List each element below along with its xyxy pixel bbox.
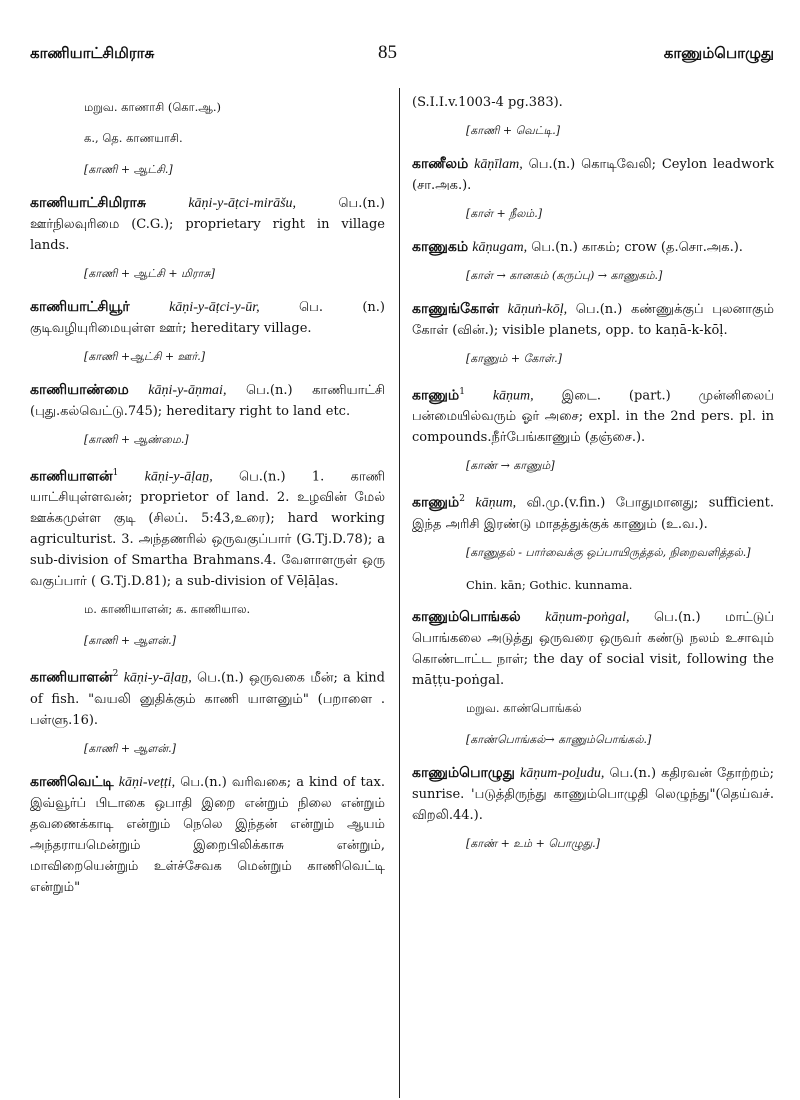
entry-definition: பெ. (n.) குடிவழியுரிமையுள்ள ஊர்; hereditary village. [30,300,385,336]
etymology: [காள் → கானகம் (கருப்பு) → காணுகம்.] [466,269,663,282]
etymology: [காணும் + கோள்.] [466,352,562,365]
entry-headword: காணியாண்மை [30,382,129,398]
cognate-note: க., தெ. காணயாசி. [84,131,183,145]
homonym-number: 2 [459,494,465,505]
dictionary-entry [412,154,774,196]
entry-transliteration: kāṇi-y-āṇmai, [148,383,227,398]
entry-headword: காணும்பொழுது [412,764,515,781]
entry-transliteration: kāṇi-y-āṭci-mirāšu, [188,196,297,211]
entry-headword: காணிவெட்டி [30,773,114,790]
entry-definition: பெ.(n.) காகம்; crow (த.சொ.அக.). [527,240,743,255]
entry-headword: காணுங்கோள் [412,301,500,317]
cognate-note: Chin. kān; Gothic. kunnama. [466,577,633,592]
page-header [0,0,800,72]
entry-transliteration: kāṇum, [492,388,534,404]
entry-transliteration: kāṇi-veṭṭi, [118,774,176,790]
running-head-right: காணும்பொழுது [663,44,774,62]
entry-definition: பெ.(n.) கதிரவன் தோற்றம்; sunrise. 'படுத்திருந்து காணும்பொழுதி லெழுந்து"(தெய்வச். விறலி.44.). [412,765,774,823]
entry-headword: காணீலம் [412,156,469,172]
entry-headword: காணியாளன் [30,468,113,485]
dictionary-entry [412,382,774,448]
entry-headword: காணும் [412,494,460,511]
entry-definition: பெ.(n.) 1. காணி யாட்சியுள்ளவன்; proprietor of land. 2. உழவின் மேல் ஊக்கமுள்ள குடி (சிலப். 5:43,உரை); hard working agriculturist. 3. அந்தணரில் ஒருவகுப்பார் (G.Tj.D.78); a sub-division of Smartha Brahmans.4. வேளாளருள் ஒரு வகுப்பார் ( G.Tj.D.81); a sub-division of Vēḷāḷas. [30,469,385,590]
entry-transliteration: kāṇum-poṅgal, [545,609,630,625]
entry-transliteration: kāṇīlam, [474,157,523,172]
column-divider [399,88,400,1098]
homonym-number: 1 [112,468,119,478]
dictionary-entry [30,772,385,898]
entry-transliteration: kāṇi-y-āṭci-y-ūr, [169,300,260,315]
etymology: [காண் + உம் + பொழுது.] [466,836,600,850]
entry-transliteration: kāṇum-poḻudu, [520,765,605,781]
left-column [30,92,385,906]
entry-transliteration: kāṇugam, [472,240,528,255]
cognate-note: ம. காணியாளன்; க. காணியால. [84,602,251,617]
running-head-left: காணியாட்சிமிராசு [30,44,155,62]
entry-headword: காணும்பொங்கல் [412,608,521,625]
etymology: [காணி + வெட்டி.] [466,124,561,137]
etymology: [காணி + ஆண்மை.] [84,433,189,446]
etymology: [காணி + ஆட்சி.] [84,163,173,176]
etymology: [காணி + ஆளன்.] [84,634,176,648]
entry-transliteration: kāṇi-y-āḷaṉ, [144,469,213,485]
dictionary-entry [412,489,774,534]
entry-definition: வி.மு.(v.fin.) போதுமானது; sufficient. இந்த அரிசி இரண்டு மாதத்துக்குக் காணும் (உ.வ.). [412,495,774,532]
entry-headword: காணியாட்சியூர் [30,299,130,315]
cognate-note: மறுவ. காணாசி (கொ.ஆ.) [84,100,221,114]
entry-definition: பெ.(n.) காணியாட்சி (புது.கல்வெட்டு.745); hereditary right to land etc. [30,383,386,419]
dictionary-entry [30,664,385,730]
etymology: [காணி +ஆட்சி + ஊர்.] [84,350,206,363]
dictionary-entry [30,193,385,256]
dictionary-entry [412,299,774,341]
etymology: [காணுதல் ‐ பார்வைக்கு ஒப்பாயிருத்தல், நிறைவளித்தல்.] [466,545,751,559]
etymology: [காள் + நீலம்.] [466,207,543,220]
entry-headword: காணும் [412,387,460,404]
etymology: [காண் → காணும்] [466,459,555,473]
entry-transliteration: kāṇi-y-āḷaṉ, [123,670,192,686]
entry-transliteration: kāṇuṅ-kōḷ, [507,302,568,317]
entry-headword: காணுகம் [412,239,469,255]
dictionary-entry [30,380,385,422]
dictionary-entry [30,297,385,339]
entry-definition: இடை. (part.) முன்னிலைப் பன்மையில்வரும் ஓர் அசை; expl. in the 2nd pers. pl. in compounds.நீர்பேங்காணும் (தஞ்சை.). [412,388,774,446]
entry-definition: பெ.(n.) வரிவகை; a kind of tax. இவ்வூர்ப் பிடாகை ஒபாதி இறை என்றும் நிலை என்றும் தவணைக்காடி என்றும் நெலெ இந்தன் என்றும் ஆயம் அந்தராயமென்றும் இறைபிலிக்காசு என்றும், மாவிறையென்றும் உள்ச்சேவக மென்றும் காணிவெட்டி என்றும்" [30,774,385,895]
etymology: [காணி + ஆட்சி + மிராசு] [84,267,215,280]
dictionary-entry [412,763,774,826]
entry-headword: காணியாளன் [30,669,113,686]
entry-definition: பெ.(n.) மாட்டுப் பொங்கலை அடுத்து ஒருவரை ஒருவர் கண்டு நலம் உசாவும் கொண்டாட்ட நாள்; the day of social visit, following the māṭṭu-poṅgal. [412,609,774,688]
entry-definition: பெ.(n.) கொடிவேலி; Ceylon leadwork (சா.அக.). [412,157,774,193]
entry-definition: பெ.(n.) கண்ணுக்குப் புலனாகும் கோள் (வின்.); visible planets, opp. to kaṇā-k-kōḷ. [412,302,774,338]
homonym-number: 1 [459,387,465,397]
entry-headword: காணியாட்சிமிராசு [30,195,146,211]
entry-definition: பெ.(n.) ஒருவகை மீன்; a kind of fish. "வயலி னுதிக்கும் காணி யாளனும்" (பறாளை . பள்ளு.16). [30,670,385,728]
dictionary-entry [30,463,385,592]
etymology: [காணி + ஆளன்.] [84,741,176,755]
page-number: 85 [378,42,397,63]
dictionary-entry [412,607,774,691]
right-column [412,92,774,867]
continued-text: (S.I.I.v.1003-4 pg.383). [412,95,563,110]
etymology: [காண்பொங்கல்→ காணும்பொங்கல்.] [466,732,652,746]
homonym-number: 2 [112,669,119,680]
entry-transliteration: kāṇum, [475,495,517,511]
cognate-note: மறுவ. காண்பொங்கல் [466,700,582,715]
entry-definition: பெ.(n.) ஊர்நிலவுரிமை (C.G.); proprietary right in village lands. [30,196,385,253]
dictionary-entry [412,237,774,258]
